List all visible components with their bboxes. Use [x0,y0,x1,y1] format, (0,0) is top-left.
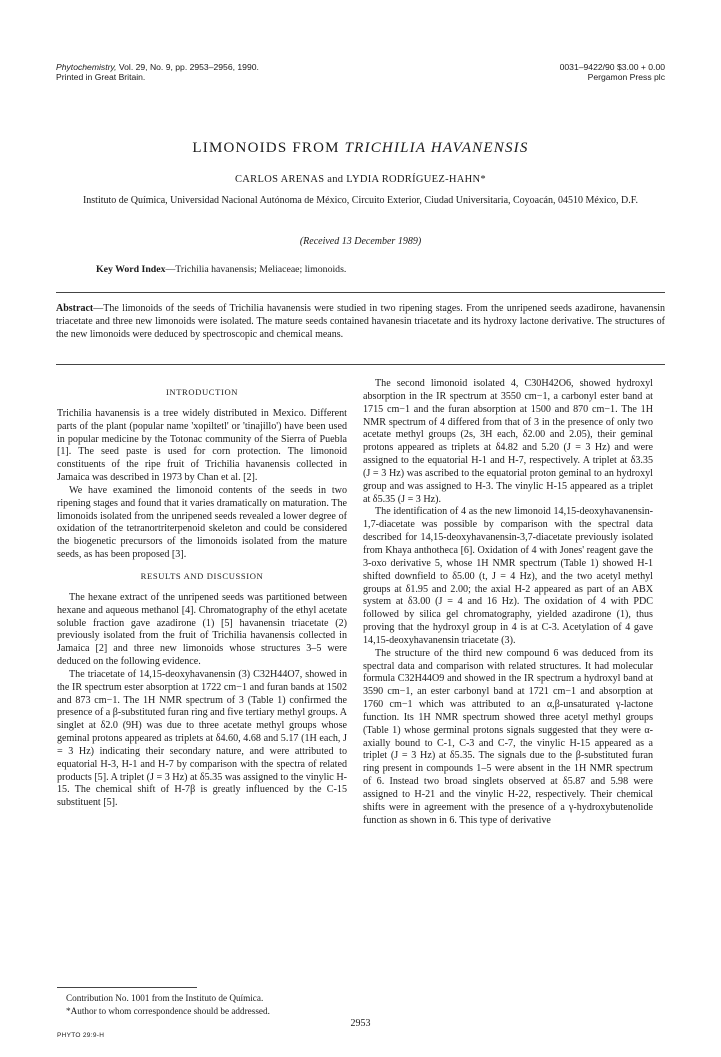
abstract-label: Abstract [56,303,94,314]
received-date: (Received 13 December 1989) [299,236,422,247]
right-paragraph-2: The identification of 4 as the new limonoid 14,15-deoxyhavanensin-1,7-diacetate was possible by comparison with the spectral data described for 14,15-deoxyhavanensin-3,7-diacetate previously isolated from Khaya anthotheca [6]. Oxidation of 4 with Jones' reagent gave the 3-oxo derivative 5, whose 1H NMR spectrum (Table 1) showed H-1 shifted downfield to δ5.00 (t, J = 4 Hz), and the two acetyl methyl groups at δ1.95 and 2.00; the axial H-2 appeared as part of an ABX system at δ3.00 (J = 4 and 16 Hz). The oxidation of 4 with PDC followed by silica gel chromatography, yielded azadirone (1), thus proving that the hydroxyl group in 4 is at C-3. Acetylation of 4 gave 14,15-deoxyhavanensin triacetate (3). [363,506,653,646]
abstract [56,302,665,341]
keywords [96,264,346,275]
printed-in: Printed in Great Britain. [56,72,146,82]
right-paragraph-1: The second limonoid isolated 4, C30H42O6, showed hydroxyl absorption in the IR spectrum at 3550 cm−1, a carbonyl ester band at 1715 cm−1 and the furan absorption at 1500 and 870 cm−1. The 1H NMR spectrum of 4 differed from that of 3 in the presence of only two acetate methyl groups (2s, 3H each, δ2.00 and 2.05), their geminal protons appeared as triplets at δ4.82 and 5.20 (J = 3 Hz) and were assigned to the equatorial H-1 and H-7, respectively. A triplet at δ3.35 (J = 3 Hz) was ascribed to the equatorial proton geminal to an hydroxyl group and was assigned to H-3. The vinylic H-15 appeared as a triplet at δ5.35 (J = 3 Hz). [363,378,653,505]
results-paragraph-2: The triacetate of 14,15-deoxyhavanensin (3) C32H44O7, showed in the IR spectrum ester absorption at 1722 cm−1 and furan bands at 1502 and 873 cm−1. The 1H NMR spectrum of 3 (Table 1) confirmed the presence of a β-substituted furan ring and five tertiary methyl groups. A singlet at δ2.0 (9H) was due to three acetate methyl groups whose geminal protons appeared as triplets at δ4.60, 4.68 and 5.17 (1H each, J = 3 Hz) indicating their secondary nature, and were attributed to equatorial H-3, H-1 and H-7 by comparison with the spectra of related products [5]. A triplet (J = 3 Hz) at δ5.35 was assigned to the vinylic H-15. The chemical shift of H-7β is greatly influenced by the C-15 substituent [5]. [57,668,347,809]
issn-price: 0031–9422/90 $3.00 + 0.00 [559,62,665,72]
paper-title [0,140,721,157]
title-species: TRICHILIA HAVANENSIS [344,140,529,156]
heading-results: RESULTS AND DISCUSSION [140,570,264,581]
keywords-text: —Trichilia havanensis; Meliaceae; limonoids. [165,264,347,275]
intro-paragraph-1: Trichilia havanensis is a tree widely distributed in Mexico. Different parts of the plant (popular name 'xopiltetl' or 'tinajillo') have been used in popular medicine by the Totonac community of the Sierra of Puebla [1]. The seed paste is used for corn protection. The limonoid constituents of the ripe fruit of Trichilia havanensis collected in Jamaica was described in 1973 by Chan et al. [2]. [57,407,347,484]
heading-introduction: INTRODUCTION [165,387,239,397]
title-prefix: LIMONOIDS FROM [192,140,345,156]
affiliation: Instituto de Química, Universidad Nacional Autónoma de México, Circuito Exterior, Ciudad Universitaria, Coyoacán, 04510 México, D.F. [82,195,639,206]
journal-name: Phytochemistry, [56,62,117,72]
footnotes [66,992,356,1018]
authors: CARLOS ARENAS and LYDIA RODRÍGUEZ-HAHN* [235,174,486,185]
right-column [363,378,653,828]
footnote-author: *Author to whom correspondence should be addressed. [66,1006,270,1016]
left-column [57,378,347,810]
print-code: PHYTO 29:9-H [57,1032,105,1039]
results-paragraph-1: The hexane extract of the unripened seeds was partitioned between hexane and aqueous methanol [4]. Chromatography of the ethyl acetate soluble fraction gave azadirone (1) [5] havanensin triacetate (2) previously isolated from the fruit of Trichilia havanensis collected in Jamaica [2] and three new limonoids whose structures 3–5 were deduced on the following evidence. [57,591,347,668]
publisher: Pergamon Press plc [587,72,665,82]
abstract-text: —The limonoids of the seeds of Trichilia havanensis were studied in two ripening stages. From the unripened seeds azadirone, havanensin triacetate and three new limonoids were isolated. The mature seeds contained havanesin triacetate and its hydroxy lactone derivative. The structures of the new limonoids were deduced by spectroscopic and chemical means. [56,303,665,340]
journal-header-left [56,62,259,82]
footnote-contribution: Contribution No. 1001 from the Instituto de Química. [66,993,264,1003]
right-paragraph-3: The structure of the third new compound 6 was deduced from its spectral data and comparison with related structures. It had molecular formula C32H44O9 and showed in the IR spectrum a hydroxyl band at 3590 cm−1, an ester carbonyl band at 1721 cm−1 and absorption at 1760 cm−1 which was attributed to an α,β-unsaturated γ-lactone function. Its 1H NMR spectrum showed three acetyl methyl groups (Table 1) whose germinal protons signals suggested that they were α-axially bound to C-1, C-3 and C-7, the vinylic H-15 appeared as a triplet (J = 3 Hz) at δ5.35. The signals due to the β-substituted furan ring present in compounds 1–5 were absent in the 1H NMR spectrum of 6. Instead two broad singlets observed at δ5.87 and 5.98 were assigned to H-21 and the vinylic H-22, respectively. Their chemical shifts were in agreement with the presence of a γ-hydroxybutenolide function as shown in 6. This type of derivative [363,647,653,826]
page-number: 2953 [350,1018,371,1029]
intro-paragraph-2: We have examined the limonoid contents of the seeds in two ripening stages and found that it varies dramatically on maturation. The limonoids isolated from the unripened seeds revealed a lower degree of oxidation of the tetranortriterpenoid skeleton and could be considered the biogenetic precursors of the limonoids isolated from the mature seeds, as has been proposed [3]. [57,484,347,561]
abstract-top-rule [56,292,665,293]
abstract-bottom-rule [56,364,665,365]
keywords-label: Key Word Index [96,264,166,275]
journal-citation: Vol. 29, No. 9, pp. 2953–2956, 1990. [116,62,259,72]
journal-header-right [560,62,665,82]
footnote-rule [57,987,197,988]
